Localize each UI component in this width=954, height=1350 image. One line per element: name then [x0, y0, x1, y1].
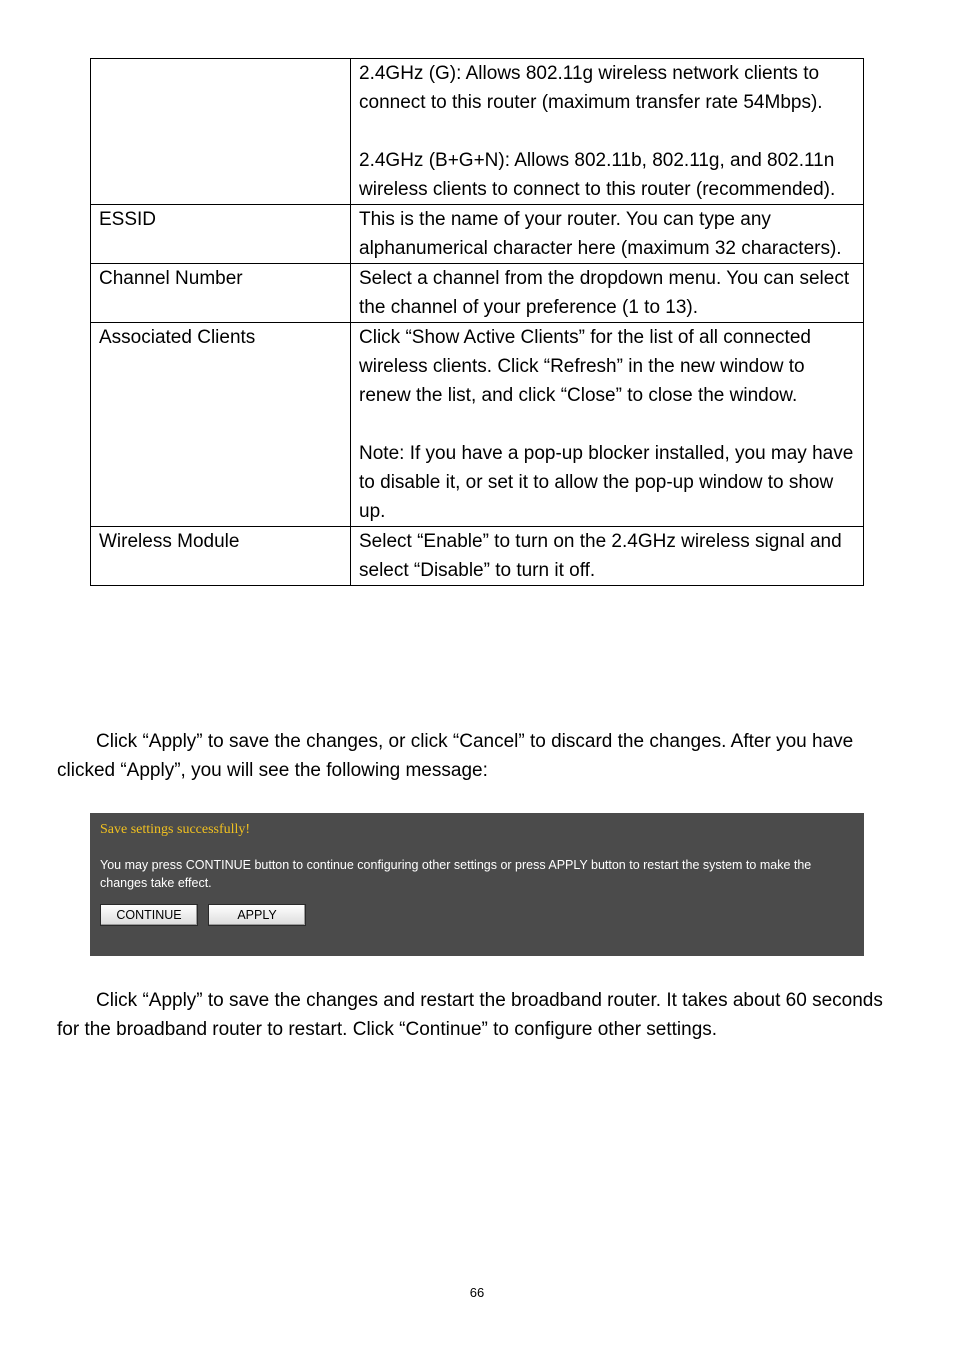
description-paragraph: Click “Show Active Clients” for the list of all connected wireless clients. Click “Refresh” in the new window to renew the list, and click “Close” to close the window.: [359, 327, 811, 406]
row-description: [351, 323, 864, 527]
apply-outro-paragraph: Click “Apply” to save the changes and restart the broadband router. It takes about 60 seconds for the broadband router to restart. Click “Continue” to configure other settings.: [57, 990, 883, 1040]
row-description: [351, 205, 864, 264]
table-row: [91, 59, 864, 205]
apply-intro-paragraph: Click “Apply” to save the changes, or click “Cancel” to discard the changes. After you have clicked “Apply”, you will see the following message:: [57, 731, 854, 781]
row-term: Channel Number: [91, 264, 351, 323]
continue-button[interactable]: CONTINUE: [100, 904, 198, 926]
description-paragraph: Select “Enable” to turn on the 2.4GHz wireless signal and select “Disable” to turn it off.: [359, 531, 842, 581]
row-term: Wireless Module: [91, 527, 351, 586]
row-term: ESSID: [91, 205, 351, 264]
save-success-message-panel: [90, 813, 864, 956]
row-description: [351, 264, 864, 323]
row-term: Associated Clients: [91, 323, 351, 527]
description-paragraph: 2.4GHz (B+G+N): Allows 802.11b, 802.11g, and 802.11n wireless clients to connect to this router (recommended).: [359, 150, 836, 200]
table-row: [91, 264, 864, 323]
message-title: Save settings successfully!: [100, 822, 251, 837]
table-row: [91, 205, 864, 264]
description-paragraph: This is the name of your router. You can type any alphanumerical character here (maximum 32 characters).: [359, 209, 842, 259]
message-body: You may press CONTINUE button to continue configuring other settings or press APPLY button to restart the system to make the changes take effect.: [100, 858, 812, 890]
description-paragraph: 2.4GHz (G): Allows 802.11g wireless network clients to connect to this router (maximum transfer rate 54Mbps).: [359, 63, 823, 113]
apply-button[interactable]: APPLY: [208, 904, 306, 926]
message-button-row: [100, 904, 854, 926]
table-row: [91, 323, 864, 527]
description-paragraph: Note: If you have a pop-up blocker installed, you may have to disable it, or set it to allow the pop-up window to show up.: [359, 443, 854, 522]
row-description: [351, 59, 864, 205]
settings-table: [90, 58, 864, 586]
table-row: [91, 527, 864, 586]
row-term: [91, 59, 351, 205]
page-number: 66: [469, 1285, 485, 1300]
row-description: [351, 527, 864, 586]
description-paragraph: Select a channel from the dropdown menu. You can select the channel of your preference (1 to 13).: [359, 268, 850, 318]
